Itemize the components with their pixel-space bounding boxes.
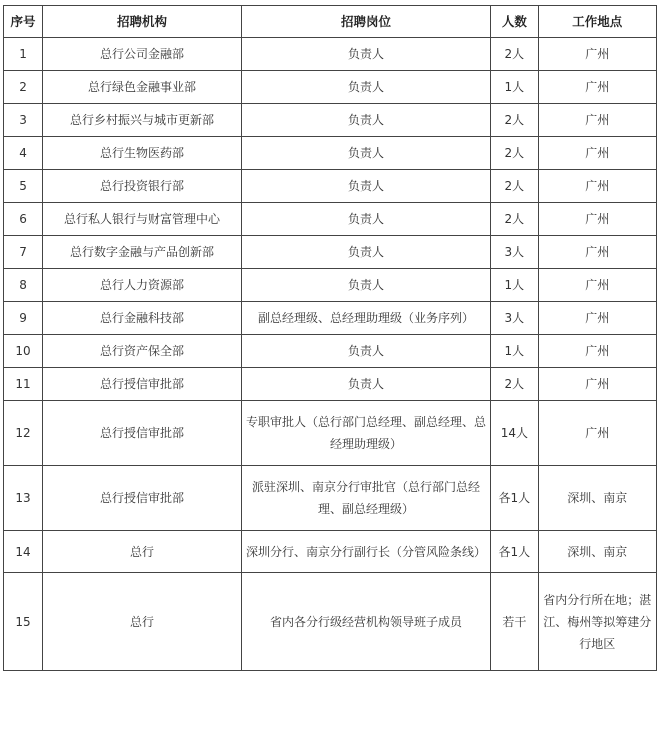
table-row — [4, 573, 657, 671]
table-row — [4, 71, 657, 104]
cell-org: 总行私人银行与财富管理中心 — [43, 203, 242, 236]
cell-position: 负责人 — [241, 71, 490, 104]
cell-count: 2人 — [491, 368, 538, 401]
cell-count: 1人 — [491, 269, 538, 302]
cell-location: 广州 — [538, 38, 656, 71]
cell-no: 6 — [4, 203, 43, 236]
cell-count: 2人 — [491, 170, 538, 203]
cell-no: 14 — [4, 531, 43, 573]
cell-no: 9 — [4, 302, 43, 335]
cell-count: 3人 — [491, 236, 538, 269]
cell-no: 13 — [4, 466, 43, 531]
cell-no: 12 — [4, 401, 43, 466]
table-row — [4, 203, 657, 236]
cell-position: 负责人 — [241, 38, 490, 71]
header-org: 招聘机构 — [43, 6, 242, 38]
header-no: 序号 — [4, 6, 43, 38]
cell-position: 负责人 — [241, 170, 490, 203]
header-row — [4, 6, 657, 38]
cell-no: 4 — [4, 137, 43, 170]
table-row — [4, 302, 657, 335]
table-row — [4, 170, 657, 203]
cell-location: 广州 — [538, 104, 656, 137]
cell-org: 总行投资银行部 — [43, 170, 242, 203]
cell-org: 总行绿色金融事业部 — [43, 71, 242, 104]
cell-count: 1人 — [491, 335, 538, 368]
table-row — [4, 335, 657, 368]
cell-location: 深圳、南京 — [538, 466, 656, 531]
cell-location: 广州 — [538, 368, 656, 401]
table-row — [4, 137, 657, 170]
table-row — [4, 531, 657, 573]
cell-no: 15 — [4, 573, 43, 671]
table-row — [4, 368, 657, 401]
cell-position: 专职审批人（总行部门总经理、副总经理、总经理助理级） — [241, 401, 490, 466]
cell-location: 深圳、南京 — [538, 531, 656, 573]
header-position: 招聘岗位 — [241, 6, 490, 38]
cell-position: 副总经理级、总经理助理级（业务序列） — [241, 302, 490, 335]
table-row — [4, 38, 657, 71]
cell-location: 省内分行所在地；湛江、梅州等拟筹建分行地区 — [538, 573, 656, 671]
table-row — [4, 104, 657, 137]
cell-org: 总行数字金融与产品创新部 — [43, 236, 242, 269]
cell-location: 广州 — [538, 302, 656, 335]
cell-org: 总行授信审批部 — [43, 466, 242, 531]
cell-count: 2人 — [491, 38, 538, 71]
cell-count: 各1人 — [491, 531, 538, 573]
cell-count: 各1人 — [491, 466, 538, 531]
cell-org: 总行乡村振兴与城市更新部 — [43, 104, 242, 137]
cell-no: 7 — [4, 236, 43, 269]
cell-no: 10 — [4, 335, 43, 368]
cell-org: 总行资产保全部 — [43, 335, 242, 368]
cell-location: 广州 — [538, 203, 656, 236]
cell-position: 负责人 — [241, 104, 490, 137]
cell-no: 8 — [4, 269, 43, 302]
table-row — [4, 466, 657, 531]
cell-org: 总行授信审批部 — [43, 401, 242, 466]
header-count: 人数 — [491, 6, 538, 38]
table-row — [4, 269, 657, 302]
cell-position: 负责人 — [241, 236, 490, 269]
cell-no: 1 — [4, 38, 43, 71]
cell-count: 2人 — [491, 137, 538, 170]
cell-count: 2人 — [491, 104, 538, 137]
cell-org: 总行 — [43, 573, 242, 671]
cell-position: 负责人 — [241, 368, 490, 401]
cell-location: 广州 — [538, 137, 656, 170]
cell-org: 总行金融科技部 — [43, 302, 242, 335]
cell-org: 总行公司金融部 — [43, 38, 242, 71]
cell-position: 负责人 — [241, 203, 490, 236]
cell-no: 11 — [4, 368, 43, 401]
cell-count: 1人 — [491, 71, 538, 104]
cell-location: 广州 — [538, 71, 656, 104]
cell-no: 3 — [4, 104, 43, 137]
cell-org: 总行人力资源部 — [43, 269, 242, 302]
table-row — [4, 236, 657, 269]
cell-no: 5 — [4, 170, 43, 203]
cell-location: 广州 — [538, 335, 656, 368]
cell-position: 省内各分行级经营机构领导班子成员 — [241, 573, 490, 671]
cell-location: 广州 — [538, 401, 656, 466]
cell-count: 3人 — [491, 302, 538, 335]
header-location: 工作地点 — [538, 6, 656, 38]
cell-org: 总行授信审批部 — [43, 368, 242, 401]
cell-position: 派驻深圳、南京分行审批官（总行部门总经理、副总经理级） — [241, 466, 490, 531]
cell-position: 负责人 — [241, 335, 490, 368]
cell-position: 负责人 — [241, 137, 490, 170]
cell-location: 广州 — [538, 269, 656, 302]
cell-count: 若干 — [491, 573, 538, 671]
cell-position: 负责人 — [241, 269, 490, 302]
cell-location: 广州 — [538, 236, 656, 269]
cell-no: 2 — [4, 71, 43, 104]
cell-position: 深圳分行、南京分行副行长（分管风险条线） — [241, 531, 490, 573]
cell-location: 广州 — [538, 170, 656, 203]
cell-count: 14人 — [491, 401, 538, 466]
cell-count: 2人 — [491, 203, 538, 236]
cell-org: 总行 — [43, 531, 242, 573]
table-row — [4, 401, 657, 466]
cell-org: 总行生物医药部 — [43, 137, 242, 170]
recruitment-table — [3, 5, 657, 671]
